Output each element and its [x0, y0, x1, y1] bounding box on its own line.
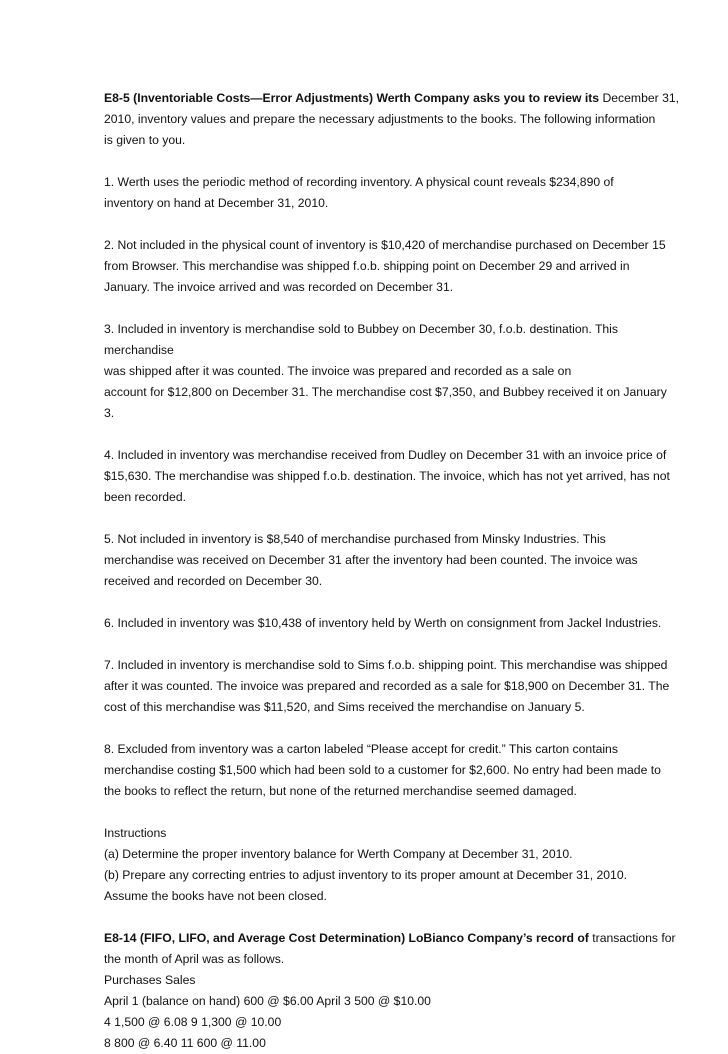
item-5-line-2: merchandise was received on December 31 after the inventory had been counted. The invoice was — [104, 553, 638, 567]
e8-5-intro-line-1: December 31, — [599, 91, 680, 105]
item-4-line-2: $15,630. The merchandise was shipped f.o.b. destination. The invoice, which has not yet arrived, has not — [104, 469, 670, 483]
item-5-line-3: received and recorded on December 30. — [104, 574, 323, 588]
item-3-line-2: merchandise — [104, 343, 174, 357]
instruction-a: (a) Determine the proper inventory balance for Werth Company at December 31, 2010. — [104, 847, 573, 861]
e8-14-intro-line-1: transactions for — [588, 931, 676, 945]
item-7-line-3: cost of this merchandise was $11,520, and Sims received the merchandise on January 5. — [104, 700, 585, 714]
item-2-line-2: from Browser. This merchandise was shipped f.o.b. shipping point on December 29 and arrived in — [104, 259, 630, 273]
transaction-row-2: 4 1,500 @ 6.08 9 1,300 @ 10.00 — [104, 1015, 282, 1029]
e8-14-heading-line — [104, 928, 694, 949]
item-4-line-1: 4. Included in inventory was merchandise received from Dudley on December 31 with an invoice price of — [104, 448, 667, 462]
item-7-line-1: 7. Included in inventory is merchandise sold to Sims f.o.b. shipping point. This merchandise was shipped — [104, 658, 668, 672]
item-8-line-3: the books to reflect the return, but none of the returned merchandise seemed damaged. — [104, 784, 577, 798]
e8-14-intro-line-2: the month of April was as follows. — [104, 952, 285, 966]
e8-14-heading: E8-14 (FIFO, LIFO, and Average Cost Determination) LoBianco Company’s record of — [104, 931, 589, 945]
instruction-b: (b) Prepare any correcting entries to adjust inventory to its proper amount at December 31, 2010. — [104, 868, 627, 882]
item-3-line-1: 3. Included in inventory is merchandise sold to Bubbey on December 30, f.o.b. destination. This — [104, 322, 618, 336]
e8-5-heading-line — [104, 88, 694, 109]
item-1-line-1: 1. Werth uses the periodic method of recording inventory. A physical count reveals $234,890 of — [104, 175, 614, 189]
transaction-row-3: 8 800 @ 6.40 11 600 @ 11.00 — [104, 1036, 266, 1050]
instruction-c: Assume the books have not been closed. — [104, 889, 327, 903]
item-4-line-3: been recorded. — [104, 490, 186, 504]
transaction-row-1: April 1 (balance on hand) 600 @ $6.00 April 3 500 @ $10.00 — [104, 994, 431, 1008]
document-page — [104, 88, 694, 1054]
item-2-line-3: January. The invoice arrived and was recorded on December 31. — [104, 280, 454, 294]
item-6-line-1: 6. Included in inventory was $10,438 of inventory held by Werth on consignment from Jackel Industries. — [104, 616, 662, 630]
item-5-line-1: 5. Not included in inventory is $8,540 of merchandise purchased from Minsky Industries. This — [104, 532, 606, 546]
purchases-sales-header: Purchases Sales — [104, 973, 196, 987]
e8-5-intro-line-3: is given to you. — [104, 133, 186, 147]
item-3-line-4: account for $12,800 on December 31. The merchandise cost $7,350, and Bubbey received it on January — [104, 385, 667, 399]
item-2-line-1: 2. Not included in the physical count of inventory is $10,420 of merchandise purchased on December 15 — [104, 238, 666, 252]
instructions-title: Instructions — [104, 826, 167, 840]
item-8-line-1: 8. Excluded from inventory was a carton labeled “Please accept for credit.” This carton contains — [104, 742, 618, 756]
item-8-line-2: merchandise costing $1,500 which had been sold to a customer for $2,600. No entry had been made to — [104, 763, 661, 777]
item-7-line-2: after it was counted. The invoice was prepared and recorded as a sale for $18,900 on December 31. The — [104, 679, 670, 693]
e8-5-heading: E8-5 (Inventoriable Costs—Error Adjustments) Werth Company asks you to review its — [104, 91, 600, 105]
item-3-line-3: was shipped after it was counted. The invoice was prepared and recorded as a sale on — [104, 364, 572, 378]
item-1-line-2: inventory on hand at December 31, 2010. — [104, 196, 329, 210]
item-3-line-5: 3. — [104, 406, 115, 420]
e8-5-intro-line-2: 2010, inventory values and prepare the necessary adjustments to the books. The following information — [104, 112, 656, 126]
